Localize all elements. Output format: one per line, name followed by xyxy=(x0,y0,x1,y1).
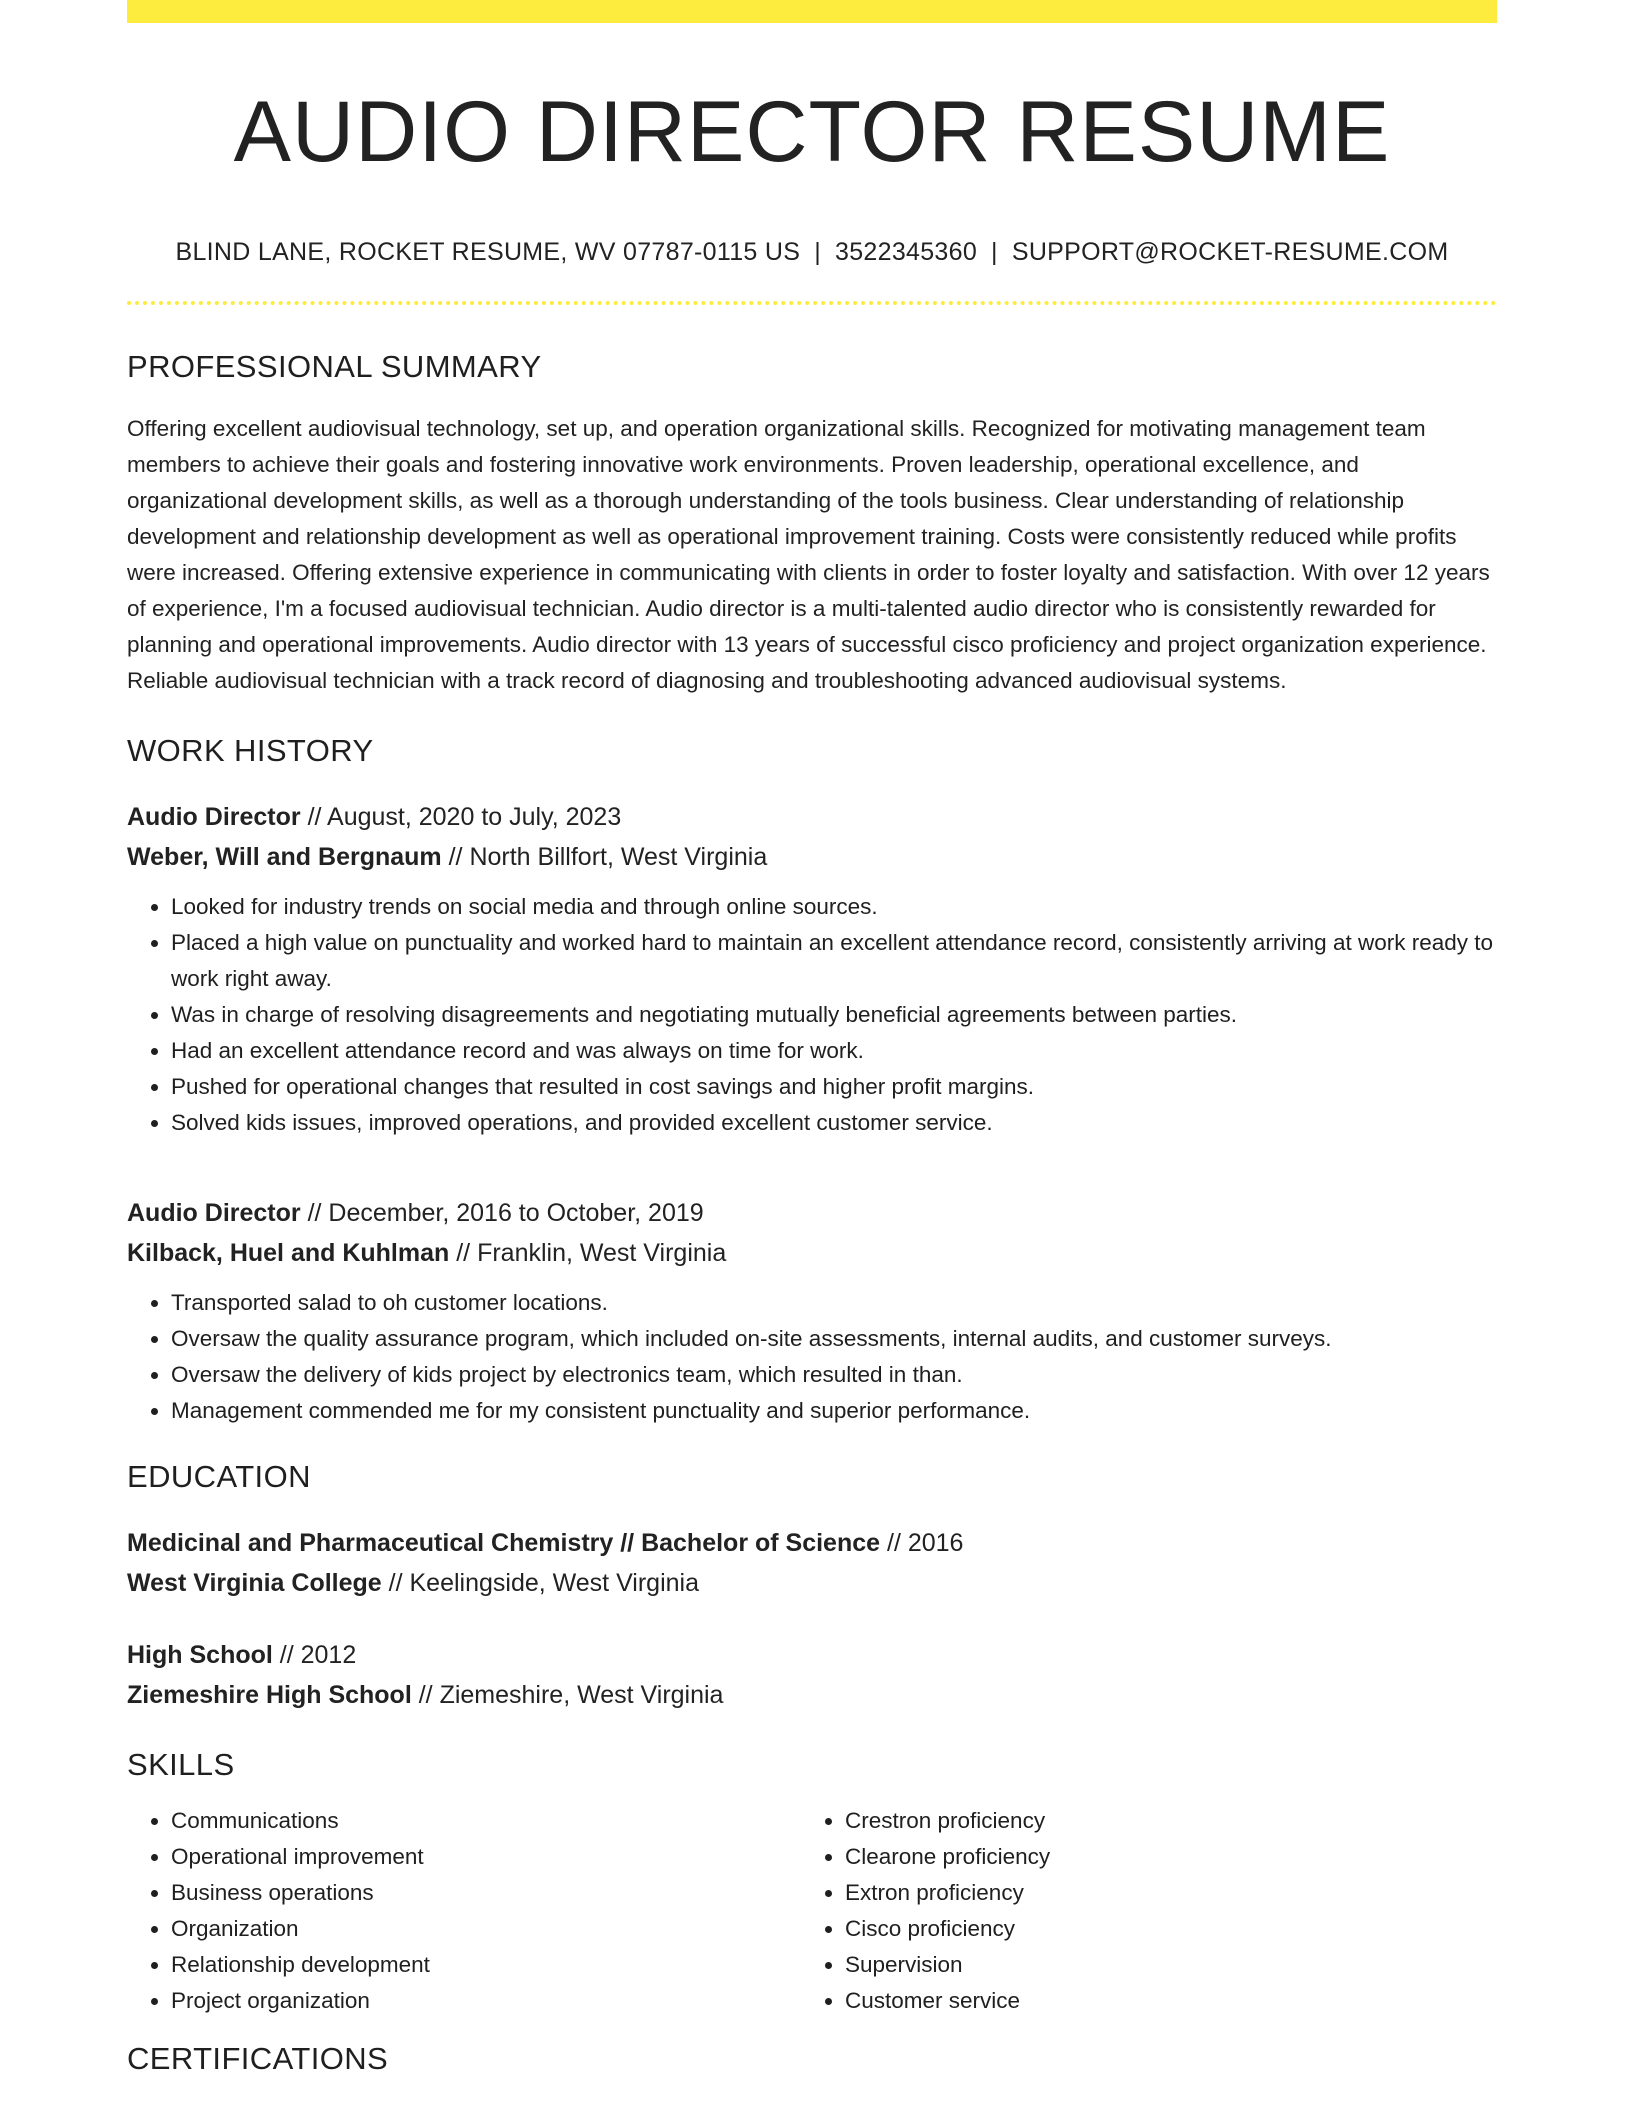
list-item: • Oversaw the quality assurance program, which included on-site assessments, internal audits, and customer surveys. xyxy=(171,1321,1497,1357)
education-school-line xyxy=(127,1675,1497,1715)
list-item: • Had an excellent attendance record and was always on time for work. xyxy=(171,1033,1497,1069)
list-item: • Looked for industry trends on social media and through online sources. xyxy=(171,889,1497,925)
list-item: • Customer service xyxy=(845,1983,1485,2019)
education-degree-line xyxy=(127,1635,1497,1675)
education-entry xyxy=(127,1635,1497,1715)
job-company: Kilback, Huel and Kuhlman xyxy=(127,1238,450,1267)
education-year: // 2016 xyxy=(880,1528,964,1557)
list-item: • Placed a high value on punctuality and worked hard to maintain an excellent attendance record, consistently arriving at work ready to work right away. xyxy=(171,925,1497,997)
list-item: • Supervision xyxy=(845,1947,1485,1983)
education-degree: Medicinal and Pharmaceutical Chemistry // Bachelor of Science xyxy=(127,1528,881,1557)
education-section xyxy=(127,1459,1497,1715)
list-item: • Transported salad to oh customer locations. xyxy=(171,1285,1497,1321)
work-history-section xyxy=(127,733,1497,1429)
education-school-line xyxy=(127,1563,1497,1603)
resume-page xyxy=(127,0,1497,2077)
list-item: • Was in charge of resolving disagreements and negotiating mutually beneficial agreements between parties. xyxy=(171,997,1497,1033)
job-bullets xyxy=(127,1285,1497,1429)
contact-address: BLIND LANE, ROCKET RESUME, WV 07787-0115 US xyxy=(175,237,801,266)
work-history-heading: WORK HISTORY xyxy=(127,732,374,768)
list-item: • Relationship development xyxy=(171,1947,801,1983)
education-school: Ziemeshire High School xyxy=(127,1680,412,1709)
job-company: Weber, Will and Bergnaum xyxy=(127,842,442,871)
skills-heading: SKILLS xyxy=(127,1746,235,1782)
education-entry xyxy=(127,1523,1497,1603)
job-dates: // December, 2016 to October, 2019 xyxy=(300,1198,704,1227)
skills-list-left xyxy=(127,1803,801,2019)
skills-section xyxy=(127,1747,1497,2019)
contact-separator: | xyxy=(991,237,998,266)
job-entry xyxy=(127,797,1497,1141)
job-bullets xyxy=(127,889,1497,1141)
certifications-heading: CERTIFICATIONS xyxy=(127,2040,389,2076)
job-title: Audio Director xyxy=(127,802,301,831)
list-item: • Operational improvement xyxy=(171,1839,801,1875)
list-item: • Crestron proficiency xyxy=(845,1803,1485,1839)
contact-separator: | xyxy=(814,237,821,266)
list-item: • Project organization xyxy=(171,1983,801,2019)
list-item: • Oversaw the delivery of kids project by electronics team, which resulted in than. xyxy=(171,1357,1497,1393)
page-title: AUDIO DIRECTOR RESUME xyxy=(233,84,1391,180)
list-item: • Pushed for operational changes that resulted in cost savings and higher profit margins. xyxy=(171,1069,1497,1105)
list-item: • Organization xyxy=(171,1911,801,1947)
job-title-line xyxy=(127,1193,1497,1233)
contact-line xyxy=(127,238,1497,267)
list-item: • Communications xyxy=(171,1803,801,1839)
job-title: Audio Director xyxy=(127,1198,301,1227)
job-company-line xyxy=(127,1233,1497,1273)
skills-grid xyxy=(127,1803,1497,2019)
summary-section xyxy=(127,349,1497,699)
job-location: // North Billfort, West Virginia xyxy=(441,842,768,871)
education-school: West Virginia College xyxy=(127,1568,382,1597)
job-dates: // August, 2020 to July, 2023 xyxy=(300,802,622,831)
job-company-line xyxy=(127,837,1497,877)
job-title-line xyxy=(127,797,1497,837)
job-location: // Franklin, West Virginia xyxy=(449,1238,727,1267)
list-item: • Business operations xyxy=(171,1875,801,1911)
contact-phone: 3522345360 xyxy=(835,237,978,266)
list-item: • Clearone proficiency xyxy=(845,1839,1485,1875)
contact-email: SUPPORT@ROCKET-RESUME.COM xyxy=(1011,237,1449,266)
education-degree-line xyxy=(127,1523,1497,1563)
list-item: • Cisco proficiency xyxy=(845,1911,1485,1947)
top-accent-bar xyxy=(127,0,1497,23)
education-degree: High School xyxy=(127,1640,273,1669)
dotted-divider xyxy=(127,301,1497,305)
education-location: // Keelingside, West Virginia xyxy=(381,1568,700,1597)
certifications-section xyxy=(127,2041,1497,2077)
education-location: // Ziemeshire, West Virginia xyxy=(411,1680,724,1709)
education-year: // 2012 xyxy=(272,1640,357,1669)
summary-text: Offering excellent audiovisual technology, set up, and operation organizational skills. Recognized for motivating management team members to achieve their goals and fostering innovative work environments. Proven leadership, operational excellence, and organizational development skills, as well as a thorough understanding of the tools business. Clear understanding of relationship development and relationship development as well as operational improvement training. Costs were consistently reduced while profits were increased. Offering extensive experience in communicating with clients in order to foster loyalty and satisfaction. With over 12 years of experience, I'm a focused audiovisual technician. Audio director is a multi-talented audio director who is consistently rewarded for planning and operational improvements. Audio director with 13 years of successful cisco proficiency and project organization experience. Reliable audiovisual technician with a track record of diagnosing and troubleshooting advanced audiovisual systems. xyxy=(127,415,1490,693)
list-item: • Solved kids issues, improved operations, and provided excellent customer service. xyxy=(171,1105,1497,1141)
skills-list-right xyxy=(801,1803,1485,2019)
summary-heading: PROFESSIONAL SUMMARY xyxy=(127,348,542,384)
list-item: • Management commended me for my consistent punctuality and superior performance. xyxy=(171,1393,1497,1429)
job-entry xyxy=(127,1193,1497,1429)
education-heading: EDUCATION xyxy=(127,1458,311,1494)
list-item: • Extron proficiency xyxy=(845,1875,1485,1911)
